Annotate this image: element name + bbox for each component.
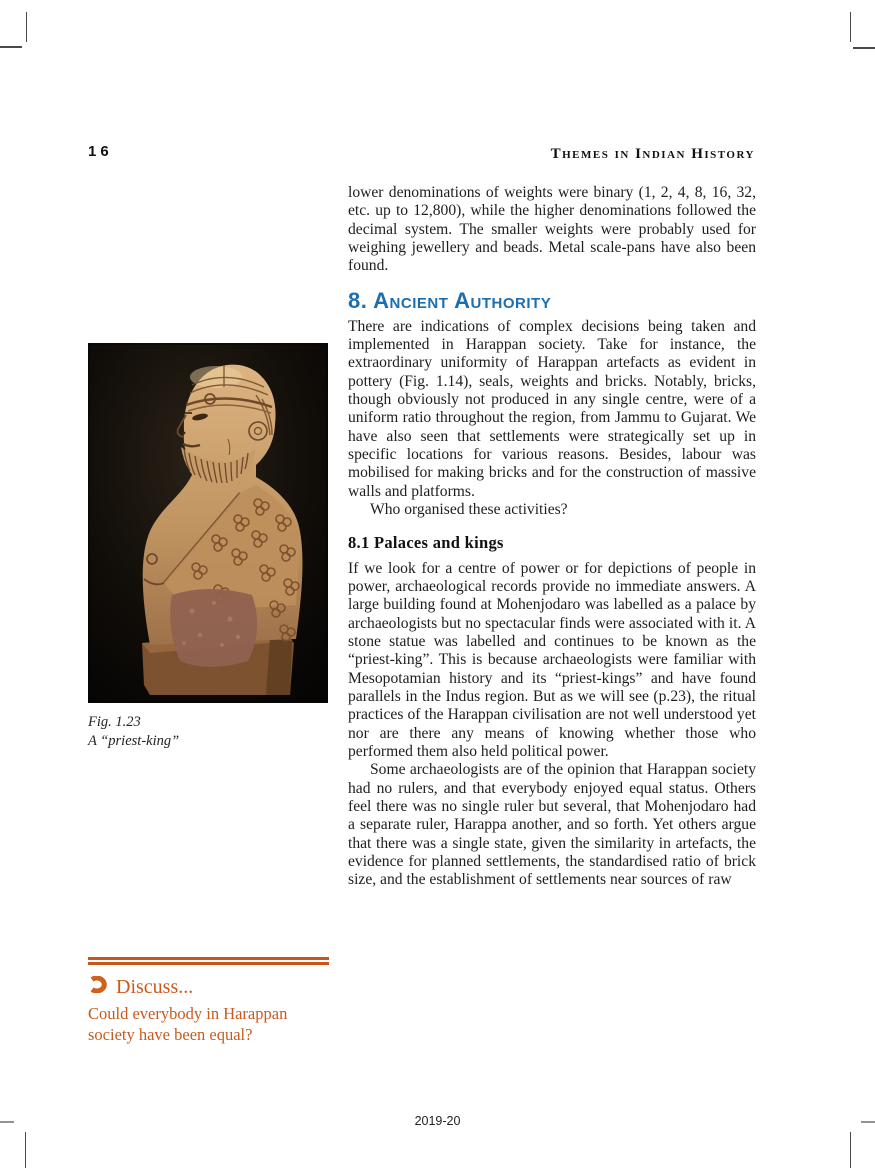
page-number: 16 xyxy=(88,143,113,160)
crop-mark xyxy=(853,47,875,49)
paragraph-weights: lower denominations of weights were binary (1, 2, 4, 8, 16, 32, etc. up to 12,800), while the higher denominations followed the decimal system. The smaller weights were probably used for weighing jewellery and beads. Metal scale-pans have also been found. xyxy=(348,184,756,275)
section-heading-ancient-authority: 8. Ancient Authority xyxy=(348,287,552,313)
discuss-arrow-icon xyxy=(88,975,108,999)
discuss-rule-bottom xyxy=(88,962,329,965)
figure-caption-number: Fig. 1.23 xyxy=(88,714,141,730)
figure-caption-title: A “priest-king” xyxy=(88,733,180,749)
crop-mark xyxy=(25,1132,26,1168)
discuss-rule-top xyxy=(88,957,329,960)
crop-mark xyxy=(0,46,22,48)
discuss-box xyxy=(88,957,329,1045)
discuss-question: Could everybody in Harappan society have been equal? xyxy=(88,1004,288,1044)
subsection-heading-palaces-kings: 8.1 Palaces and kings xyxy=(348,532,504,552)
main-text-column xyxy=(348,184,756,890)
figure-caption xyxy=(88,713,328,751)
paragraph-authority: There are indications of complex decisions being taken and implemented in Harappan society. Take for instance, the extraordinary uniformity of Harappan artefacts as evident in pottery (Fig. 1.14), seals, weights and bricks. Notably, bricks, though obviously not produced in any single centre, were of a uniform ratio throughout the region, from Jammu to Gujarat. We have also seen that settlements were strategically set up in specific locations for various reasons. Besides, labour was mobilised for making bricks and for the construction of massive walls and platforms. xyxy=(348,317,756,500)
figure-column xyxy=(88,343,328,751)
paragraph-palaces: If we look for a centre of power or for depictions of people in power, archaeological records provide no immediate answers. A large building found at Mohenjodaro was labelled as a palace by archaeologists but no spectacular finds were associated with it. A stone statue was labelled and continues to be known as the “priest-king”. This is because archaeologists were familiar with Mesopotamian history and its “priest-kings” and have found parallels in the Indus region. But as we will see (p.23), the ritual practices of the Harappan civilisation are not well understood yet nor are there any means of knowing whether those who performed them also held political power. xyxy=(348,559,756,760)
paragraph-rulers: Some archaeologists are of the opinion that Harappan society had no rulers, and that everybody enjoyed equal status. Others feel there was no single ruler but several, that Mohenjodaro had a separate ruler, Harappa another, and so forth. Yet others argue that there was a single state, given the similarity in artefacts, the evidence for planned settlements, the standardised ratio of brick size, and the establishment of settlements near sources of raw xyxy=(348,761,756,889)
running-header: Themes in Indian History xyxy=(550,146,755,162)
discuss-heading: Discuss... xyxy=(116,976,194,998)
footer-edition: 2019-20 xyxy=(414,1114,461,1128)
paragraph-question: Who organised these activities? xyxy=(370,501,568,519)
crop-mark xyxy=(850,1132,851,1168)
priest-king-photo xyxy=(88,343,328,703)
crop-mark xyxy=(850,12,851,42)
crop-mark xyxy=(26,12,27,42)
